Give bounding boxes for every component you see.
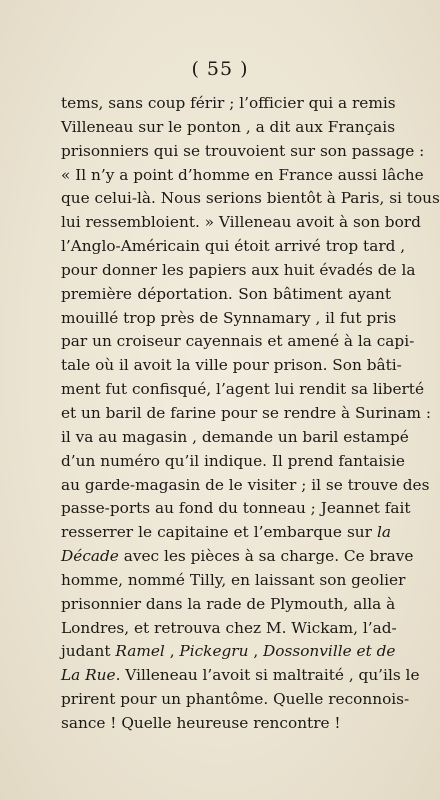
text-segment: sance ! Quelle heureuse rencontre ! (61, 713, 341, 732)
text-line (61, 307, 397, 331)
text-segment: tems, sans coup férir ; l’officier qui a remis (61, 94, 396, 112)
text-line (61, 187, 440, 211)
text-segment: avec les pièces à sa charge. Ce brave (118, 547, 414, 566)
italic-text: Pickegru (179, 642, 249, 661)
text-line (61, 450, 405, 474)
text-segment: l’Anglo-Américain qui étoit arrivé trop tard , (61, 237, 406, 256)
text-segment: resserrer le capitaine et l’embarque sur (61, 523, 377, 542)
text-segment: prirent pour un phantôme. Quelle reconnois- (61, 690, 410, 709)
text-segment: Villeneau sur le ponton , a dit aux Français (61, 117, 396, 136)
text-line (61, 474, 430, 498)
text-segment: ment fut confisqué, l’agent lui rendit sa liberté (61, 380, 425, 399)
text-segment: , (248, 642, 264, 661)
text-line (61, 92, 396, 116)
text-segment: au garde-magasin de le visiter ; il se trouve des (61, 475, 430, 494)
body-text (61, 92, 440, 736)
text-segment: tale où il avoit la ville pour prison. Son bâti- (61, 356, 402, 375)
text-segment: première déportation. Son bâtiment ayant (61, 284, 391, 303)
text-line (61, 330, 415, 354)
italic-text: Décade (61, 547, 119, 566)
text-segment: , (164, 642, 180, 661)
text-segment: passe-ports au fond du tonneau ; Jeannet fait (61, 499, 411, 518)
text-line (61, 712, 391, 736)
text-segment: Londres, et retrouva chez M. Wickam, l’ad- (61, 618, 397, 637)
text-line (61, 426, 409, 450)
text-segment: d’un numéro qu’il indique. Il prend fantaisie (61, 451, 405, 470)
italic-text: la (376, 523, 391, 542)
text-segment: judant (61, 642, 116, 661)
text-line (61, 664, 420, 688)
italic-text: Ramel (115, 642, 165, 661)
text-segment: il va au magasin , demande un baril estampé (61, 427, 409, 446)
text-segment: que celui-là. Nous serions bientôt à Paris, si tous (61, 189, 440, 208)
text-line (61, 354, 402, 378)
text-segment: par un croiseur cayennais et amené à la capi- (61, 332, 415, 351)
text-line (61, 283, 391, 307)
text-line (61, 593, 396, 617)
text-segment: « Il n’y a point d’homme en France aussi lâche (61, 165, 424, 184)
text-segment: homme, nommé Tilly, en laissant son geolier (61, 570, 406, 589)
text-line (61, 569, 406, 593)
text-line (61, 640, 396, 664)
text-line (61, 617, 397, 641)
text-segment: et un baril de farine pour se rendre à Surinam : (61, 403, 432, 422)
text-line (61, 688, 410, 712)
text-line (61, 497, 411, 521)
italic-text: La Rue (61, 666, 116, 685)
text-line (61, 521, 391, 545)
text-line (61, 211, 421, 235)
text-line (61, 545, 414, 569)
text-line (61, 116, 396, 140)
text-segment: mouillé trop près de Synnamary , il fut pris (61, 308, 397, 327)
text-segment: pour donner les papiers aux huit évadés de la (61, 260, 416, 279)
text-line (61, 378, 425, 402)
text-line (61, 140, 425, 164)
text-segment: lui ressembloient. » Villeneau avoit à son bord (61, 213, 421, 232)
text-line (61, 235, 406, 259)
italic-text: Dossonville et de (263, 642, 396, 661)
text-line (61, 164, 424, 188)
text-line (61, 259, 416, 283)
page-number: ( 55 ) (191, 58, 249, 80)
text-segment: prisonnier dans la rade de Plymouth, alla à (61, 594, 396, 613)
text-line (61, 402, 432, 426)
text-segment: prisonniers qui se trouvoient sur son passage : (61, 141, 425, 160)
text-segment: . Villeneau l’avoit si maltraité , qu’ils le (115, 666, 420, 685)
